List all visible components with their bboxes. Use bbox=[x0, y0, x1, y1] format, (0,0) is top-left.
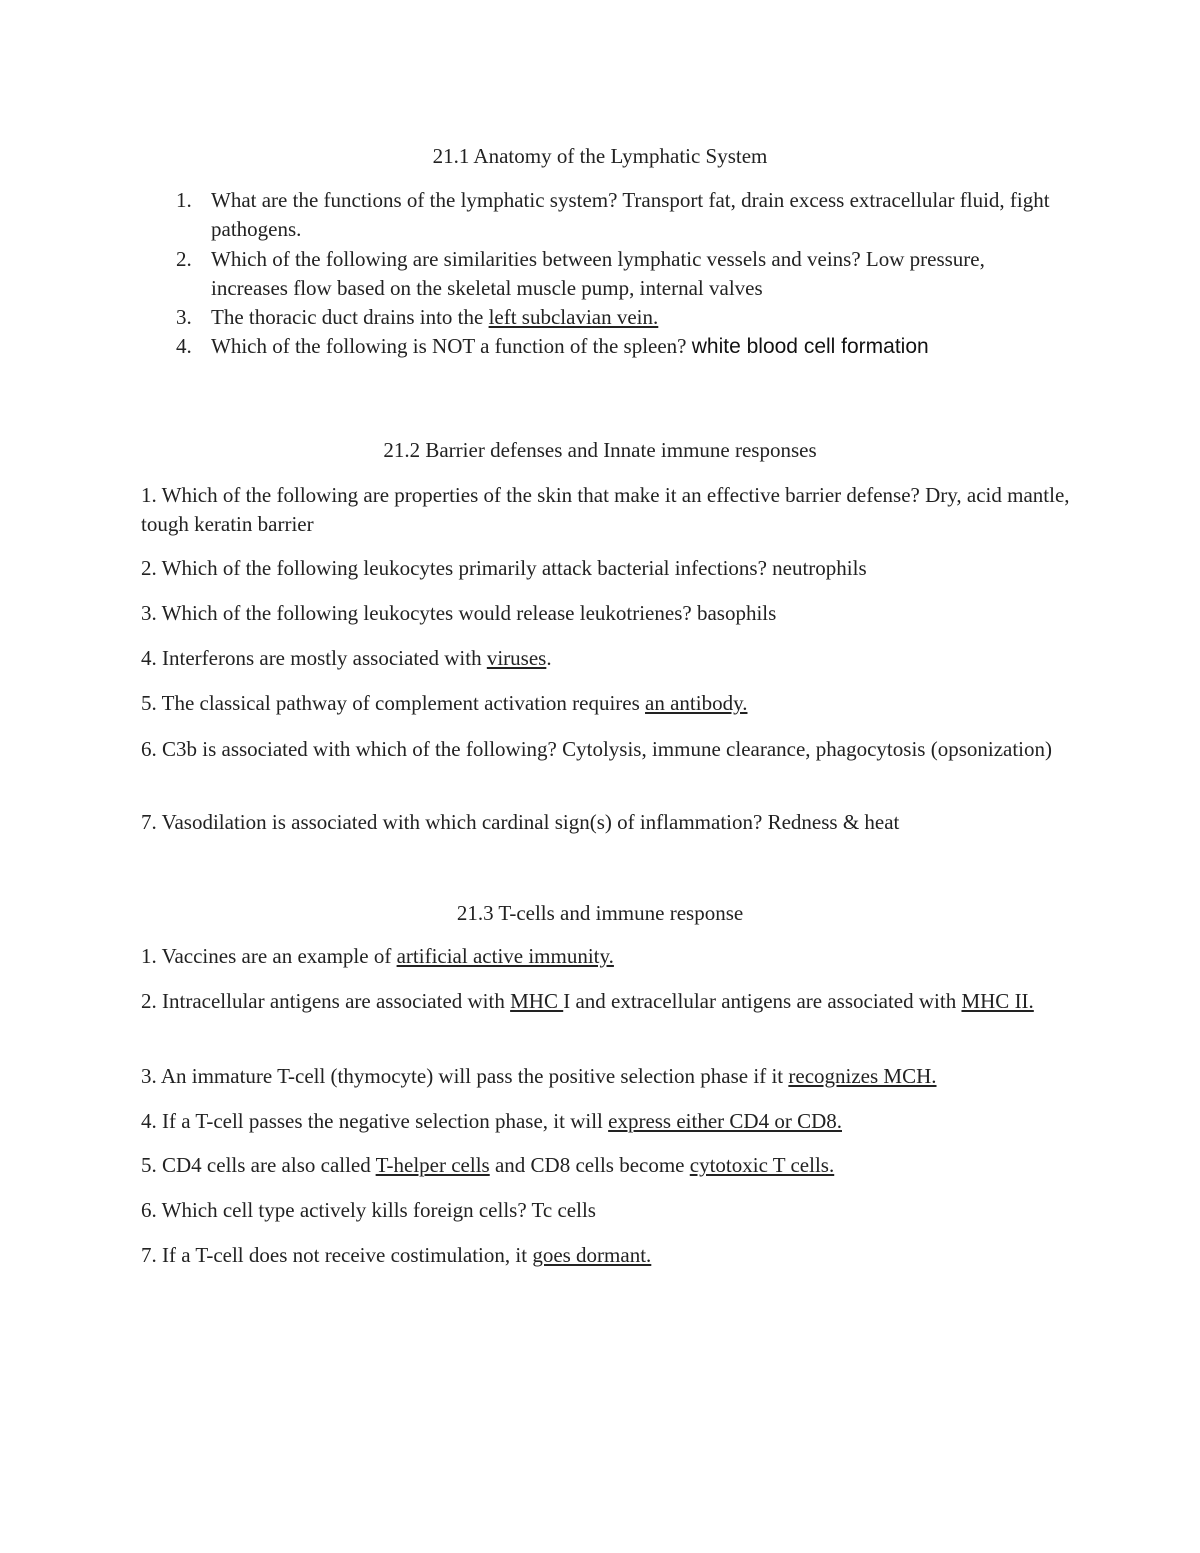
underlined-answer: artificial active immunity. bbox=[396, 944, 614, 968]
answer-text: Tc cells bbox=[531, 1198, 596, 1222]
answer-text: Redness & heat bbox=[767, 810, 900, 834]
list-item bbox=[141, 554, 1071, 583]
underlined-answer: goes dormant. bbox=[532, 1243, 652, 1267]
list-item bbox=[176, 332, 1056, 361]
list-item bbox=[176, 245, 1056, 303]
question-text: 3. Which of the following leukocytes would release leukotrienes? bbox=[141, 601, 697, 625]
list-item bbox=[176, 303, 1056, 332]
list-item bbox=[141, 1151, 1071, 1180]
item-number: 4. bbox=[176, 334, 192, 358]
question-text: 3. An immature T-cell (thymocyte) will pass the positive selection phase if it bbox=[141, 1064, 789, 1088]
list-item bbox=[141, 1241, 1071, 1270]
question-text: 5. The classical pathway of complement activation requires bbox=[141, 691, 646, 715]
question-text: 1. Vaccines are an example of bbox=[141, 944, 397, 968]
list-item bbox=[141, 808, 1071, 837]
list-item bbox=[141, 644, 1071, 673]
question-text: 2. Intracellular antigens are associated with bbox=[141, 989, 511, 1013]
trailing-text: . bbox=[546, 646, 552, 670]
answer-text: white blood cell formation bbox=[691, 335, 929, 358]
question-text: What are the functions of the lymphatic system? bbox=[211, 188, 623, 212]
underlined-answer: viruses bbox=[486, 646, 547, 670]
question-text: Which of the following is NOT a function of the spleen? bbox=[211, 334, 692, 358]
underlined-answer: T-helper cells bbox=[375, 1153, 490, 1177]
question-text: The thoracic duct drains into the bbox=[211, 305, 489, 329]
question-text: 4. Interferons are mostly associated with bbox=[141, 646, 487, 670]
answer-text: basophils bbox=[696, 601, 777, 625]
section-heading-21-2: 21.2 Barrier defenses and Innate immune responses bbox=[383, 438, 817, 462]
question-text: 7. Vasodilation is associated with which cardinal sign(s) of inflammation? bbox=[141, 810, 768, 834]
item-number: 1. bbox=[176, 188, 192, 212]
list-item bbox=[176, 186, 1056, 244]
list-item bbox=[141, 987, 1071, 1016]
list-item bbox=[141, 1062, 1071, 1091]
list-item bbox=[141, 1107, 1071, 1136]
question-text: 5. CD4 cells are also called bbox=[141, 1153, 376, 1177]
list-item bbox=[141, 689, 1071, 718]
answer-text: Cytolysis, immune clearance, phagocytosis (opsonization) bbox=[562, 737, 1052, 761]
underlined-answer: left subclavian vein. bbox=[488, 305, 659, 329]
list-item bbox=[141, 942, 1071, 971]
list-item bbox=[141, 481, 1071, 539]
question-text: Which of the following are similarities between lymphatic vessels and veins? bbox=[211, 247, 866, 271]
middle-text: I and extracellular antigens are associated with bbox=[563, 989, 962, 1013]
underlined-answer: an antibody. bbox=[645, 691, 748, 715]
underlined-answer: MHC bbox=[510, 989, 564, 1013]
underlined-answer: MHC II. bbox=[961, 989, 1034, 1013]
answer-text: Dry, acid mantle, tough keratin barrier bbox=[141, 483, 1070, 536]
underlined-answer: express either CD4 or CD8. bbox=[608, 1109, 842, 1133]
section-heading-21-3: 21.3 T-cells and immune response bbox=[456, 901, 744, 925]
item-number: 3. bbox=[176, 305, 192, 329]
item-number: 2. bbox=[176, 247, 192, 271]
question-text: 2. Which of the following leukocytes primarily attack bacterial infections? bbox=[141, 556, 773, 580]
answer-text: Transport fat, drain excess extracellular fluid, fight pathogens. bbox=[211, 188, 1050, 241]
question-text: 4. If a T-cell passes the negative selection phase, it will bbox=[141, 1109, 609, 1133]
list-item bbox=[141, 599, 1071, 628]
list-item bbox=[141, 1196, 1071, 1225]
answer-text: Low pressure, increases flow based on the skeletal muscle pump, internal valves bbox=[211, 247, 985, 300]
underlined-answer: cytotoxic T cells. bbox=[689, 1153, 835, 1177]
question-text: 6. C3b is associated with which of the following? bbox=[141, 737, 563, 761]
section-heading-21-1: 21.1 Anatomy of the Lymphatic System bbox=[432, 144, 768, 168]
list-item bbox=[141, 735, 1071, 764]
underlined-answer: recognizes MCH. bbox=[788, 1064, 937, 1088]
question-text: 6. Which cell type actively kills foreign cells? bbox=[141, 1198, 532, 1222]
middle-text: and CD8 cells become bbox=[489, 1153, 690, 1177]
question-text: 1. Which of the following are properties of the skin that make it an effective barrier defense? bbox=[141, 483, 926, 507]
answer-text: neutrophils bbox=[772, 556, 867, 580]
question-text: 7. If a T-cell does not receive costimulation, it bbox=[141, 1243, 533, 1267]
